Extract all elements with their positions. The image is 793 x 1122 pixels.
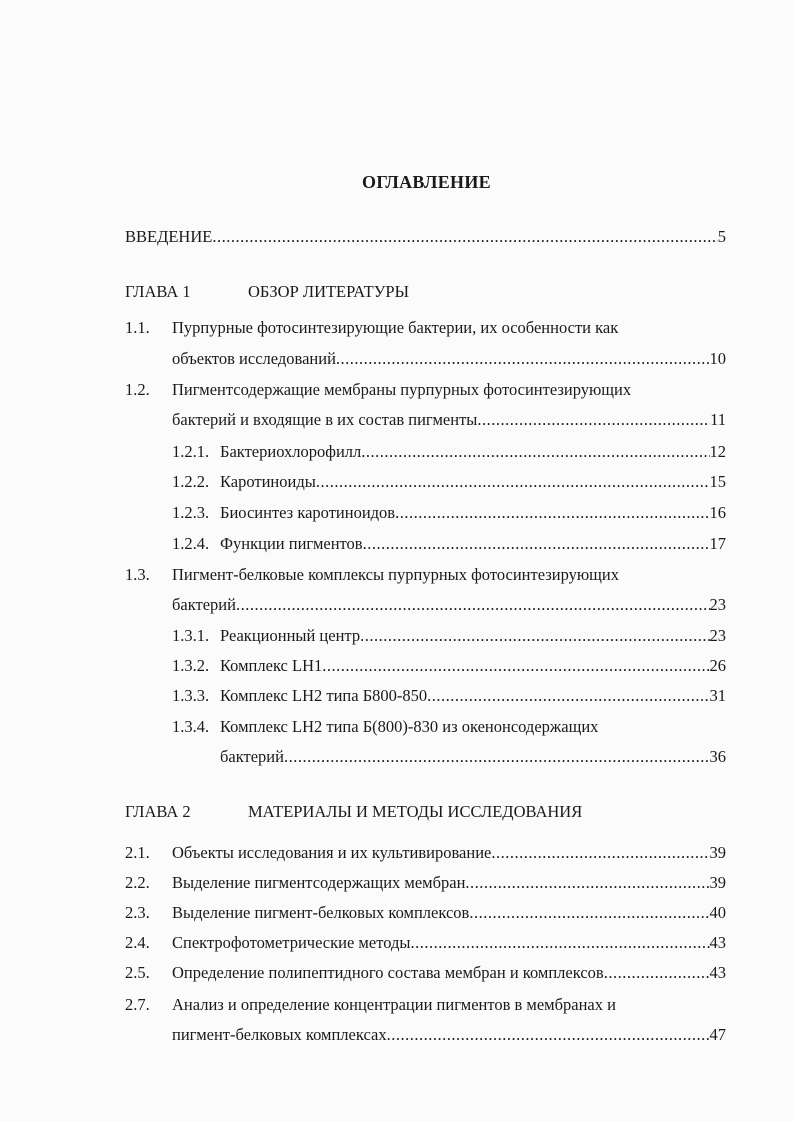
toc-entry-text: Спектрофотометрические методы	[172, 933, 411, 952]
toc-entry	[172, 685, 726, 707]
leader-dots	[427, 685, 709, 707]
leader-dots	[360, 625, 709, 647]
leader-dots	[604, 962, 710, 984]
toc-entry-number: 2.3.	[125, 903, 150, 922]
toc-entry	[172, 409, 726, 431]
page-title: ОГЛАВЛЕНИЕ	[362, 172, 491, 192]
toc-page-number: 39	[709, 873, 726, 892]
toc-page-number: 43	[709, 963, 726, 982]
toc-entry-number: 2.4.	[125, 933, 150, 952]
leader-dots	[469, 902, 709, 924]
toc-entry-number: 1.3.3.	[172, 686, 210, 705]
toc-entry	[172, 655, 726, 677]
toc-entry-line	[172, 716, 726, 738]
toc-entry	[172, 471, 726, 493]
leader-dots	[387, 1024, 710, 1046]
toc-entry-text: Выделение пигмент-белковых комплексов	[172, 903, 470, 922]
toc-page-number: 15	[709, 472, 726, 491]
toc-entry-text: пигмент-белковых комплексах	[172, 1025, 387, 1044]
toc-entry-line	[125, 994, 726, 1016]
toc-entry-text: Комплекс LH2 типа Б(800)-830 из окенонсодержащих	[220, 717, 599, 736]
toc-entry-text: Бактериохлорофилл	[220, 442, 362, 461]
toc-entry-intro	[125, 226, 726, 248]
toc-entry-text: Комплекс LH1	[220, 656, 323, 675]
toc-page-number: 47	[709, 1025, 726, 1044]
toc-entry-line	[125, 564, 726, 586]
leader-dots	[491, 842, 709, 864]
chapter-label: ГЛАВА 1	[125, 282, 191, 301]
toc-entry-number: 1.1.	[125, 318, 150, 337]
toc-entry-text: Определение полипептидного состава мембран и комплексов	[172, 963, 604, 982]
toc-entry-text: Пигментсодержащие мембраны пурпурных фотосинтезирующих	[172, 380, 632, 399]
toc-entry-text: бактерий и входящие в их состав пигменты	[172, 410, 478, 429]
toc-entry	[172, 1024, 726, 1046]
toc-entry	[172, 533, 726, 555]
toc-page-number: 39	[709, 843, 726, 862]
toc-page-number: 11	[710, 410, 726, 429]
toc-page-number: 26	[709, 656, 726, 675]
leader-dots	[410, 932, 709, 954]
leader-dots	[336, 348, 710, 370]
toc-entry	[125, 902, 726, 924]
toc-page-number: 16	[709, 503, 726, 522]
leader-dots	[395, 502, 709, 524]
toc-entry-number: 1.3.	[125, 565, 150, 584]
toc-entry-number: 1.2.3.	[172, 503, 210, 522]
toc-entry-number: 2.7.	[125, 995, 150, 1014]
leader-dots	[477, 409, 710, 431]
toc-entry	[172, 594, 726, 616]
toc-entry-text: Реакционный центр	[220, 626, 361, 645]
toc-page-number: 40	[709, 903, 726, 922]
toc-page-number: 23	[709, 595, 726, 614]
toc-entry	[220, 746, 726, 768]
toc-page-number: 31	[709, 686, 726, 705]
toc-entry-number: 1.3.2.	[172, 656, 210, 675]
toc-entry-text: объектов исследований	[172, 349, 336, 368]
toc-entry-text: Анализ и определение концентрации пигментов в мембранах и	[172, 995, 616, 1014]
toc-page-number: 23	[709, 626, 726, 645]
leader-dots	[236, 594, 710, 616]
toc-page-number: 12	[709, 442, 726, 461]
toc-entry-number: 1.2.2.	[172, 472, 210, 491]
toc-entry-text: Объекты исследования и их культивирование	[172, 843, 492, 862]
toc-entry	[125, 962, 726, 984]
toc-entry-number: 2.1.	[125, 843, 150, 862]
leader-dots	[212, 226, 717, 248]
toc-entry-text: Биосинтез каротиноидов	[220, 503, 396, 522]
toc-entry-text: бактерий	[172, 595, 236, 614]
leader-dots	[284, 746, 710, 768]
toc-page-number: 17	[709, 534, 726, 553]
toc-entry-number: 2.5.	[125, 963, 150, 982]
chapter-title: ОБЗОР ЛИТЕРАТУРЫ	[248, 282, 409, 301]
toc-entry-text: Комплекс LH2 типа Б800-850	[220, 686, 428, 705]
toc-entry-number: 1.2.4.	[172, 534, 210, 553]
leader-dots	[322, 655, 709, 677]
toc-entry-text: Пигмент-белковые комплексы пурпурных фотосинтезирующих	[172, 565, 619, 584]
leader-dots	[465, 872, 709, 894]
toc-page-number: 10	[709, 349, 726, 368]
toc-entry	[125, 842, 726, 864]
toc-page-number: 36	[709, 747, 726, 766]
toc-entry	[125, 872, 726, 894]
toc-entry-line	[125, 317, 726, 339]
toc-entry-number: 1.2.	[125, 380, 150, 399]
toc-entry-number: 2.2.	[125, 873, 150, 892]
leader-dots	[316, 471, 710, 493]
chapter-label: ГЛАВА 2	[125, 802, 191, 821]
chapter-title: МАТЕРИАЛЫ И МЕТОДЫ ИССЛЕДОВАНИЯ	[248, 802, 583, 821]
toc-entry	[172, 502, 726, 524]
toc-entry-number: 1.3.4.	[172, 717, 210, 736]
toc-entry-text: Каротиноиды	[220, 472, 316, 491]
toc-entry-text: бактерий	[220, 747, 284, 766]
toc-entry-line	[125, 379, 726, 401]
toc-page-number: 43	[709, 933, 726, 952]
toc-entry	[125, 932, 726, 954]
toc-entry	[172, 348, 726, 370]
toc-entry-text: Выделение пигментсодержащих мембран	[172, 873, 466, 892]
toc-entry-text: ВВЕДЕНИЕ	[125, 227, 213, 246]
toc-entry-text: Пурпурные фотосинтезирующие бактерии, их особенности как	[172, 318, 619, 337]
toc-page-number: 5	[717, 227, 726, 246]
toc-entry	[172, 625, 726, 647]
toc-entry-text: Функции пигментов	[220, 534, 363, 553]
toc-entry-number: 1.3.1.	[172, 626, 210, 645]
toc-entry	[172, 441, 726, 463]
leader-dots	[361, 441, 709, 463]
toc-entry-number: 1.2.1.	[172, 442, 210, 461]
leader-dots	[363, 533, 710, 555]
